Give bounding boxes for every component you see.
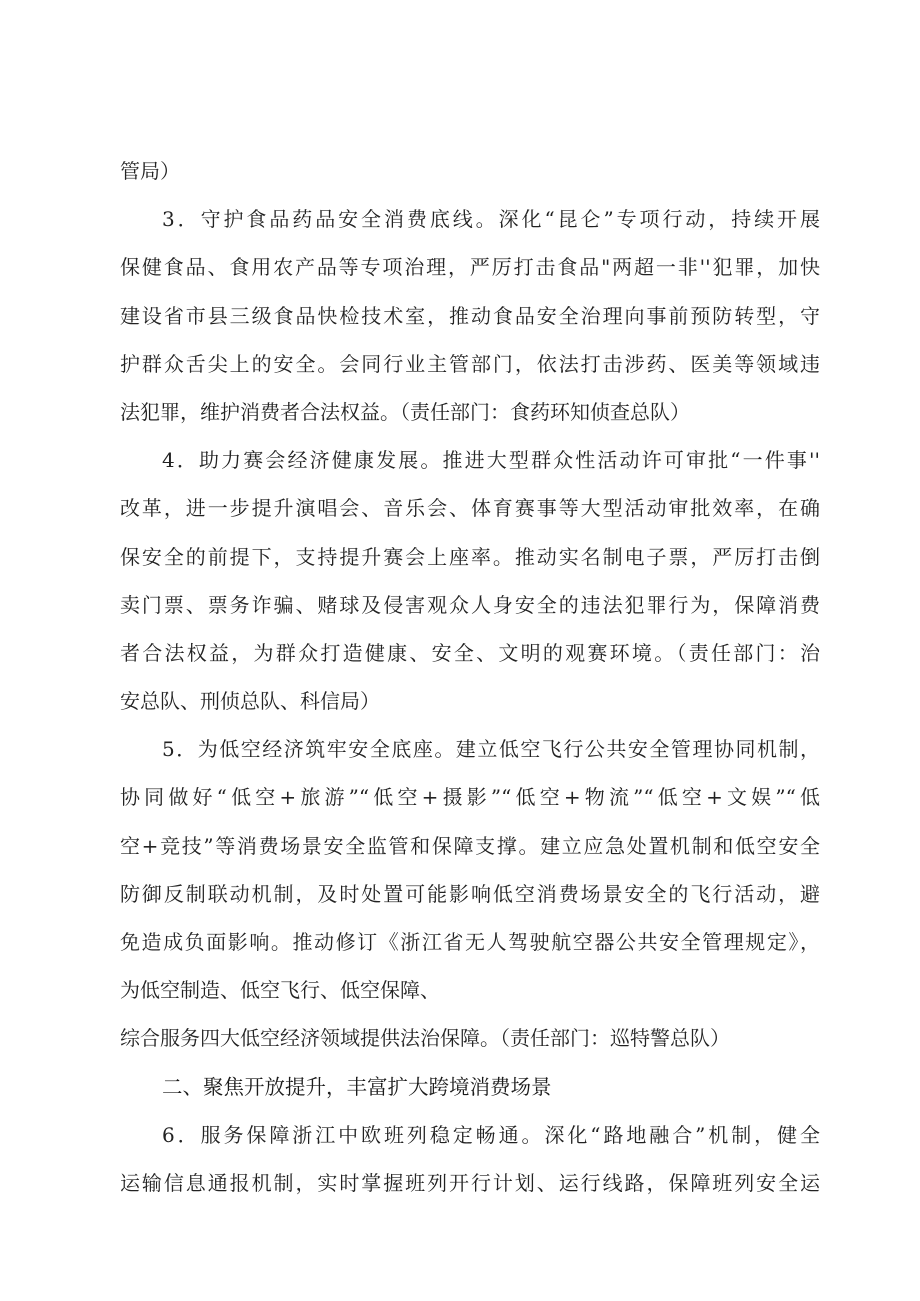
section-heading: 二、聚焦开放提升，丰富扩大跨境消费场景 [162, 1074, 552, 1099]
paragraph-4-line: 安总队、刑侦总队、科信局） [120, 689, 380, 714]
paragraph-5-line: 为低空制造、低空飞行、低空保障、 [120, 978, 440, 1003]
paragraph-4-line: 4．助力赛会经济健康发展。推进大型群众性活动许可审批“一件事'' [162, 448, 820, 473]
paragraph-6-line: 6．服务保障浙江中欧班列稳定畅通。深化“路地融合”机制，健全 [162, 1122, 820, 1147]
paragraph-5-line: 综合服务四大低空经济领域提供法治保障。（责任部门：巡特警总队） [120, 1026, 730, 1051]
paragraph-6-line: 运输信息通报机制，实时掌握班列开行计划、运行线路，保障班列安全运 [120, 1170, 820, 1195]
paragraph-3-line: 法犯罪，维护消费者合法权益。（责任部门：食药环知侦查总队） [120, 399, 690, 424]
paragraph-4-line: 卖门票、票务诈骗、赌球及侵害观众人身安全的违法犯罪行为，保障消费 [120, 592, 820, 617]
paragraph-5-line: 协同做好“低空+旅游”“低空+摄影”“低空+物流”“低空+文娱”“低 [120, 785, 820, 810]
paragraph-3-line: 建设省市县三级食品快检技术室，推动食品安全治理向事前预防转型，守 [120, 303, 820, 328]
paragraph-5-line: 5．为低空经济筑牢安全底座。建立低空飞行公共安全管理协同机制， [162, 737, 820, 762]
paragraph-5-line: 防御反制联动机制，及时处置可能影响低空消费场景安全的飞行活动，避 [120, 881, 820, 906]
paragraph-4-line: 者合法权益，为群众打造健康、安全、文明的观赛环境。（责任部门：治 [120, 640, 820, 665]
document-page [120, 147, 820, 1207]
paragraph-3-line: 护群众舌尖上的安全。会同行业主管部门，依法打击涉药、医美等领域违 [120, 351, 820, 376]
paragraph-5-line: 空+竞技”等消费场景安全监管和保障支撑。建立应急处置机制和低空安全 [120, 833, 820, 858]
text-line: 管局） [120, 159, 180, 183]
paragraph-5-line: 免造成负面影响。推动修订《浙江省无人驾驶航空器公共安全管理规定》， [120, 930, 820, 954]
paragraph-4-line: 改革，进一步提升演唱会、音乐会、体育赛事等大型活动审批效率，在确 [120, 496, 820, 521]
paragraph-3-line: 保健食品、食用农产品等专项治理，严厉打击食品"两超一非''犯罪，加快 [120, 255, 820, 280]
paragraph-4-line: 保安全的前提下，支持提升赛会上座率。推动实名制电子票，严厉打击倒 [120, 544, 820, 569]
paragraph-3-line: 3．守护食品药品安全消费底线。深化“昆仑”专项行动，持续开展 [162, 207, 820, 232]
